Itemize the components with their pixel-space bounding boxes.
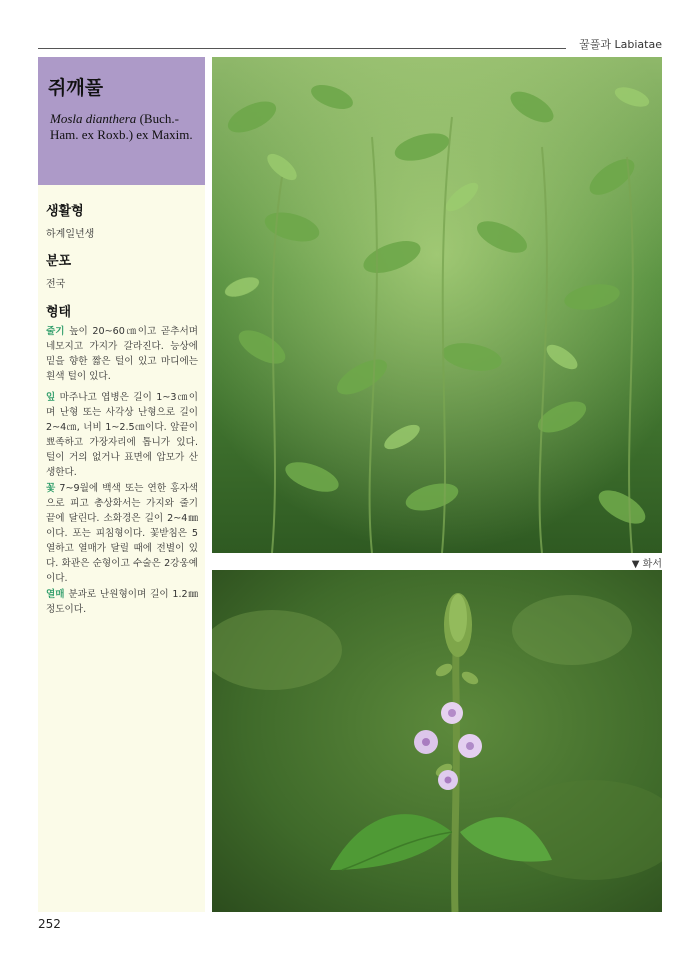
keyword-leaf: 잎 bbox=[46, 392, 56, 403]
life-form-text: 하계일년생 bbox=[46, 229, 95, 240]
morphology-fruit-paragraph bbox=[46, 587, 198, 617]
header-family-label: 꿀풀과 Labiatae bbox=[579, 38, 662, 51]
life-form-heading: 생활형 bbox=[46, 204, 84, 219]
scientific-authority: (Buch.-Ham. ex Roxb.) ex Maxim. bbox=[50, 111, 193, 142]
keyword-flower: 꽃 bbox=[46, 483, 56, 494]
distribution-heading: 분포 bbox=[46, 254, 72, 269]
morphology-flower-paragraph bbox=[46, 481, 198, 586]
distribution-text: 전국 bbox=[46, 279, 66, 290]
title-box bbox=[38, 57, 205, 185]
scientific-genus-species: Mosla dianthera bbox=[50, 111, 137, 126]
morphology-heading: 형태 bbox=[46, 305, 72, 320]
flower-description: 7~9월에 백색 또는 연한 홍자색으로 피고 총상화서는 가지와 줄기 끝에 달린다. 소화경은 길이 2~4㎜이다. 포는 피침형이다. 꽃받침은 5열하고 열매가 달릴 때에 전별이 있다. 화관은 순형이고 수술은 2강웅예이다. bbox=[46, 483, 198, 584]
leaf-description: 마주나고 엽병은 길이 1~3㎝이며 난형 또는 사각상 난형으로 길이 2~4㎝, 너비 1~2.5㎝이다. 앞끝이 뾰족하고 가장자리에 톱니가 있다. 털이 거의 없거나 표면에 압모가 산생한다. bbox=[46, 392, 198, 478]
photo-caption: ▼ 화서 bbox=[631, 559, 662, 570]
fruit-description: 분과로 난원형이며 길이 1.2㎜정도이다. bbox=[46, 589, 198, 615]
keyword-stem: 줄기 bbox=[46, 326, 65, 337]
morphology-leaf-paragraph bbox=[46, 390, 198, 480]
plant-scientific-name bbox=[50, 111, 202, 143]
keyword-fruit: 열매 bbox=[46, 589, 65, 600]
morphology-stem-paragraph bbox=[46, 324, 198, 384]
plant-korean-name: 쥐깨풀 bbox=[48, 77, 104, 99]
header-rule bbox=[38, 48, 566, 49]
inflorescence-photo bbox=[212, 570, 662, 912]
stem-description: 높이 20~60㎝이고 곧추서며 네모지고 가지가 갈라진다. 능상에 밑을 향한 짧은 털이 있고 마디에는 흰색 털이 있다. bbox=[46, 326, 198, 382]
plant-habit-photo bbox=[212, 57, 662, 553]
info-sidebar bbox=[38, 57, 205, 912]
page-number: 252 bbox=[38, 917, 61, 931]
